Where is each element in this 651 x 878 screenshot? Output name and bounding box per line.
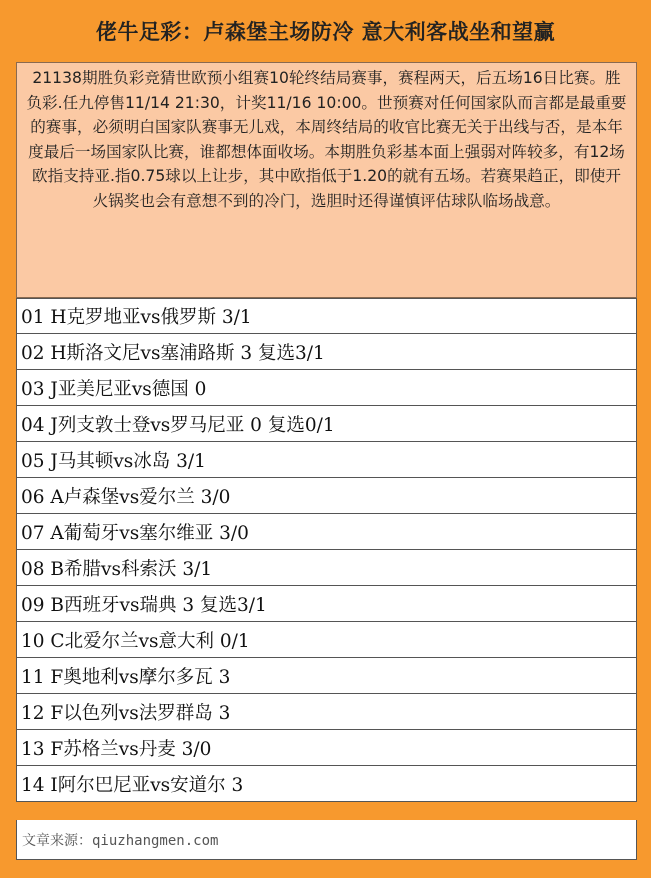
match-row: 12 F以色列vs法罗群岛 3: [16, 694, 637, 730]
match-list: [16, 298, 637, 802]
match-row: 01 H克罗地亚vs俄罗斯 3/1: [16, 298, 637, 334]
summary-paragraph: 21138期胜负彩竞猜世欧预小组赛10轮终结局赛事，赛程两天，后五场16日比赛。胜负彩.任九停售11/14 21:30，计奖11/16 10:00。世预赛对任何国家队而言都是最重要的赛事，必须明白国家队赛事无儿戏，本周终结局的收官比赛无关于出线与否，是本年度最后一场国家队比赛，谁都想体面收场。本期胜负彩基本面上强弱对阵较多，有12场欧指支持亚.指0.75球以上让步，其中欧指低于1.20的就有五场。若赛果趋正，即使开火锅奖也会有意想不到的冷门，选胆时还得谨慎评估球队临场战意。: [16, 62, 637, 298]
match-row: 04 J列支敦士登vs罗马尼亚 0 复选0/1: [16, 406, 637, 442]
page-title: 佬牛足彩：卢森堡主场防冷 意大利客战坐和望赢: [95, 20, 556, 44]
match-row: 11 F奥地利vs摩尔多瓦 3: [16, 658, 637, 694]
match-row: 05 J马其顿vs冰岛 3/1: [16, 442, 637, 478]
match-row: 13 F苏格兰vs丹麦 3/0: [16, 730, 637, 766]
source-footer: 文章来源：qiuzhangmen.com: [16, 820, 637, 860]
match-row: 14 I阿尔巴尼亚vs安道尔 3: [16, 766, 637, 802]
match-row: 09 B西班牙vs瑞典 3 复选3/1: [16, 586, 637, 622]
match-row: 08 B希腊vs科索沃 3/1: [16, 550, 637, 586]
match-row: 03 J亚美尼亚vs德国 0: [16, 370, 637, 406]
match-row: 10 C北爱尔兰vs意大利 0/1: [16, 622, 637, 658]
match-row: 06 A卢森堡vs爱尔兰 3/0: [16, 478, 637, 514]
match-row: 07 A葡萄牙vs塞尔维亚 3/0: [16, 514, 637, 550]
match-row: 02 H斯洛文尼vs塞浦路斯 3 复选3/1: [16, 334, 637, 370]
